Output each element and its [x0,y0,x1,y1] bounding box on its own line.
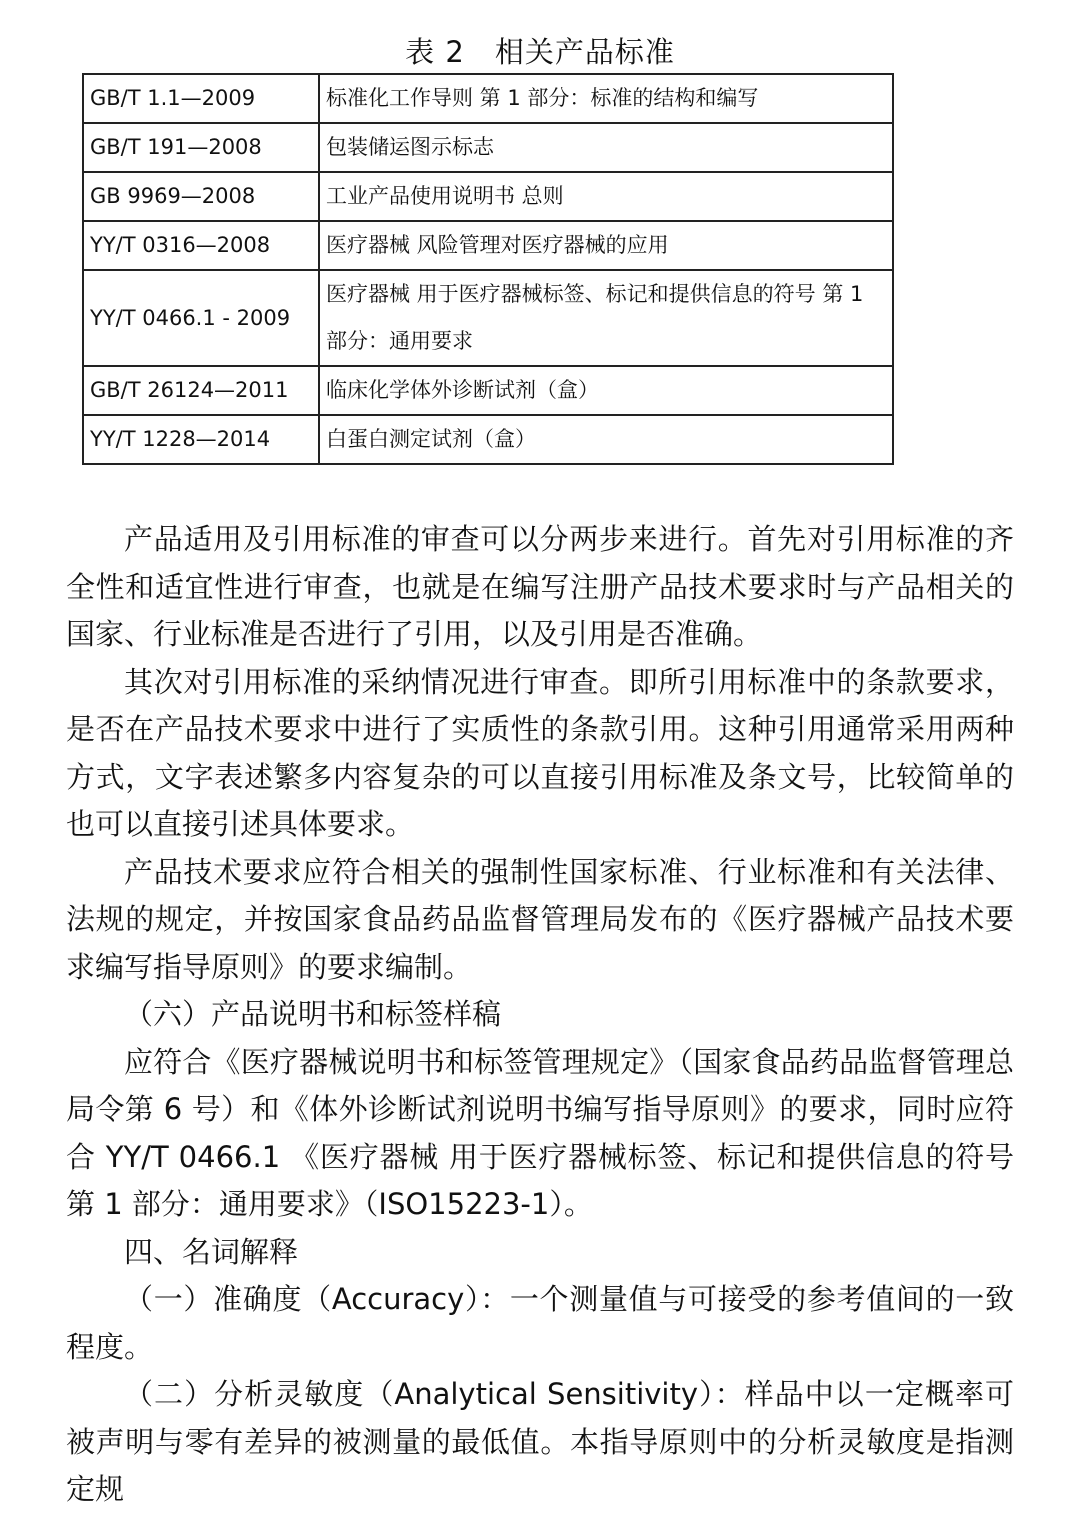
standard-name: 医疗器械 用于医疗器械标签、标记和提供信息的符号 第 1 部分：通用要求 [319,270,893,366]
standard-code: YY/T 0316—2008 [83,221,319,270]
standard-code: GB/T 1.1—2009 [83,74,319,123]
table-row [83,221,893,270]
section-heading: 四、名词解释 [124,1234,299,1269]
standard-code: GB 9969—2008 [83,172,319,221]
standard-code: GB/T 191—2008 [83,123,319,172]
standard-name: 白蛋白测定试剂（盒） [319,415,893,464]
table-row [83,366,893,415]
standard-code: YY/T 0466.1 - 2009 [83,270,319,366]
body-text [66,516,1014,1514]
standards-table [82,73,894,465]
standard-name: 包装储运图示标志 [319,123,893,172]
standard-name: 临床化学体外诊断试剂（盒） [319,366,893,415]
table-title: 表 2 相关产品标准 [405,35,675,69]
standard-name: 医疗器械 风险管理对医疗器械的应用 [319,221,893,270]
paragraph: 应符合《医疗器械说明书和标签管理规定》（国家食品药品监督管理总局令第 6 号）和《体外诊断试剂说明书编写指导原则》的要求，同时应符合 YY/T 0466.1 《医疗器械 用于医疗器械标签、标记和提供信息的符号 第 1 部分：通用要求》（ISO15223-1）。 [66,1044,1014,1221]
table-row [83,415,893,464]
standard-name: 标准化工作导则 第 1 部分：标准的结构和编写 [319,74,893,123]
paragraph: 产品技术要求应符合相关的强制性国家标准、行业标准和有关法律、法规的规定，并按国家食品药品监督管理局发布的《医疗器械产品技术要求编写指导原则》的要求编制。 [66,854,1014,984]
standard-code: GB/T 26124—2011 [83,366,319,415]
section-heading: （六）产品说明书和标签样稿 [124,997,502,1031]
standard-code: YY/T 1228—2014 [83,415,319,464]
table-row [83,270,893,366]
table-row [83,74,893,123]
table-row [83,172,893,221]
standard-name: 工业产品使用说明书 总则 [319,172,893,221]
definition-paragraph: （二）分析灵敏度（Analytical Sensitivity）：样品中以一定概率可被声明与零有差异的被测量的最低值。本指导原则中的分析灵敏度是指测定规 [66,1377,1014,1506]
paragraph: 其次对引用标准的采纳情况进行审查。即所引用标准中的条款要求，是否在产品技术要求中进行了实质性的条款引用。这种引用通常采用两种方式，文字表述繁多内容复杂的可以直接引用标准及条文号，比较简单的也可以直接引述具体要求。 [66,664,1014,841]
definition-paragraph: （一）准确度（Accuracy）：一个测量值与可接受的参考值间的一致程度。 [66,1282,1014,1364]
paragraph: 产品适用及引用标准的审查可以分两步来进行。首先对引用标准的齐全性和适宜性进行审查，也就是在编写注册产品技术要求时与产品相关的国家、行业标准是否进行了引用，以及引用是否准确。 [66,522,1014,651]
table-row [83,123,893,172]
